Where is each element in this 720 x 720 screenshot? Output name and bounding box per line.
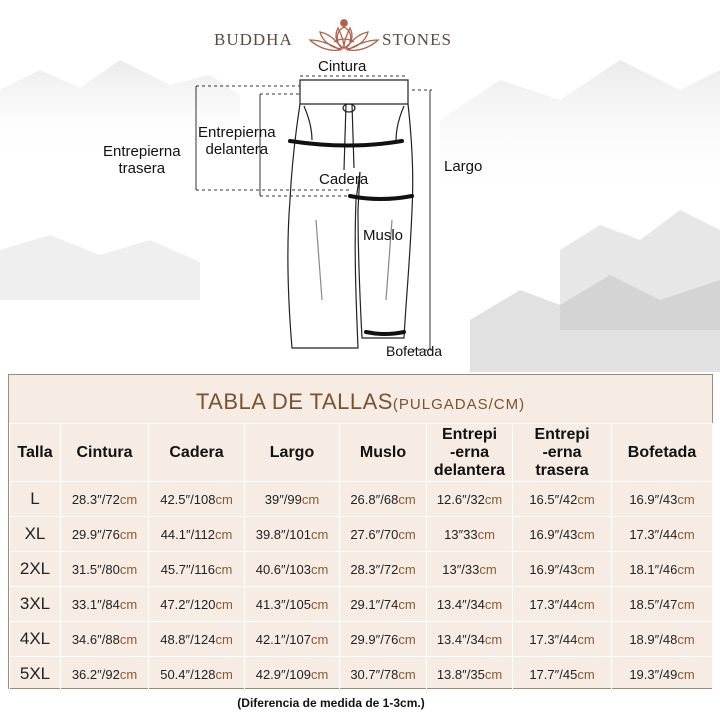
column-header: Cadera bbox=[149, 424, 245, 482]
label-back-rise: Entrepierna trasera bbox=[103, 143, 181, 177]
cell-unit: cm bbox=[577, 631, 595, 647]
size-label: 5XL bbox=[10, 657, 61, 692]
cell-unit: cm bbox=[214, 526, 233, 542]
cell-unit: cm bbox=[119, 561, 138, 577]
size-label: L bbox=[10, 482, 61, 517]
cell-unit: cm bbox=[119, 596, 138, 612]
table-cell bbox=[61, 622, 149, 657]
table-row bbox=[10, 482, 713, 517]
table-cell bbox=[612, 482, 713, 517]
size-chart-title-units: (PULGADAS/CM) bbox=[392, 396, 526, 413]
measurement-note: (Diferencia de medida de 1-3cm.) bbox=[237, 696, 425, 710]
brand-name-right: STONES bbox=[382, 30, 452, 49]
cell-unit: cm bbox=[577, 666, 595, 682]
cell-value: 28.3″/72 bbox=[350, 561, 399, 577]
cell-value: 42.9″/109 bbox=[255, 666, 311, 682]
table-cell bbox=[61, 552, 149, 587]
cell-value: 48.8″/124 bbox=[160, 631, 216, 647]
size-chart-title bbox=[9, 375, 712, 423]
label-hip: Cadera bbox=[319, 171, 369, 188]
size-label: 4XL bbox=[10, 622, 61, 657]
table-cell bbox=[427, 622, 513, 657]
cell-unit: cm bbox=[310, 596, 329, 612]
cell-value: 41.3″/105 bbox=[255, 596, 311, 612]
table-cell bbox=[612, 517, 713, 552]
table-cell bbox=[340, 552, 427, 587]
table-cell bbox=[513, 482, 612, 517]
size-chart bbox=[8, 374, 713, 689]
cell-value: 30.7″/78 bbox=[350, 666, 399, 682]
cell-unit: cm bbox=[310, 631, 329, 647]
cell-unit: cm bbox=[398, 631, 416, 647]
cell-value: 29.1″/74 bbox=[350, 596, 399, 612]
cell-unit: cm bbox=[398, 666, 416, 682]
cell-value: 28.3″/72 bbox=[71, 491, 120, 507]
table-row bbox=[10, 517, 713, 552]
table-row bbox=[10, 552, 713, 587]
column-header: Cintura bbox=[61, 424, 149, 482]
cell-value: 40.6″/103 bbox=[255, 561, 311, 577]
table-cell bbox=[513, 552, 612, 587]
cell-value: 17.7″/45 bbox=[529, 666, 578, 682]
table-cell bbox=[61, 587, 149, 622]
table-cell bbox=[149, 622, 245, 657]
table-cell bbox=[340, 657, 427, 692]
cell-unit: cm bbox=[484, 631, 503, 647]
cell-unit: cm bbox=[577, 561, 595, 577]
table-cell bbox=[245, 622, 340, 657]
table-cell bbox=[427, 517, 513, 552]
table-cell bbox=[427, 657, 513, 692]
cell-unit: cm bbox=[677, 631, 695, 647]
cell-value: 13.4″/34 bbox=[436, 631, 485, 647]
cell-unit: cm bbox=[677, 561, 695, 577]
cell-value: 27.6″/70 bbox=[350, 526, 399, 542]
cell-value: 17.3″/44 bbox=[629, 526, 678, 542]
size-chart-title-main: TABLA DE TALLAS bbox=[195, 389, 393, 414]
column-header: Largo bbox=[245, 424, 340, 482]
table-cell bbox=[340, 622, 427, 657]
cell-unit: cm bbox=[484, 491, 503, 507]
cell-value: 18.1″/46 bbox=[629, 561, 678, 577]
cell-value: 34.6″/88 bbox=[71, 631, 120, 647]
table-cell bbox=[513, 657, 612, 692]
cell-unit: cm bbox=[119, 491, 138, 507]
column-header: Entrepi -erna delantera bbox=[427, 424, 513, 482]
cell-unit: cm bbox=[577, 596, 595, 612]
table-row bbox=[10, 587, 713, 622]
label-thigh: Muslo bbox=[363, 227, 404, 244]
cell-value: 50.4″/128 bbox=[160, 666, 216, 682]
label-front-rise: Entrepierna delantera bbox=[198, 124, 276, 158]
table-row bbox=[10, 657, 713, 692]
table-cell bbox=[149, 482, 245, 517]
cell-unit: cm bbox=[398, 596, 416, 612]
cell-unit: cm bbox=[310, 526, 329, 542]
size-label: 3XL bbox=[10, 587, 61, 622]
table-cell bbox=[513, 622, 612, 657]
table-header-row bbox=[10, 424, 713, 482]
cell-unit: cm bbox=[484, 666, 503, 682]
cell-unit: cm bbox=[310, 666, 329, 682]
cell-unit: cm bbox=[677, 526, 695, 542]
cell-unit: cm bbox=[577, 491, 595, 507]
table-cell bbox=[513, 587, 612, 622]
cell-value: 13″33 bbox=[444, 526, 478, 542]
cell-value: 16.5″/42 bbox=[529, 491, 578, 507]
table-cell bbox=[61, 517, 149, 552]
cell-unit: cm bbox=[119, 666, 138, 682]
cell-value: 16.9″/43 bbox=[529, 526, 578, 542]
cell-unit: cm bbox=[301, 491, 320, 507]
cell-value: 13.4″/34 bbox=[436, 596, 485, 612]
cell-value: 13″/33 bbox=[442, 561, 480, 577]
cell-unit: cm bbox=[577, 526, 595, 542]
label-waist: Cintura bbox=[318, 58, 367, 75]
table-cell bbox=[340, 482, 427, 517]
brand-name-left: BUDDHA bbox=[214, 30, 293, 49]
label-length: Largo bbox=[444, 158, 483, 175]
cell-unit: cm bbox=[398, 491, 416, 507]
table-cell bbox=[245, 517, 340, 552]
cell-value: 31.5″/80 bbox=[71, 561, 120, 577]
cell-unit: cm bbox=[310, 561, 329, 577]
cell-value: 18.5″/47 bbox=[629, 596, 678, 612]
size-label: XL bbox=[10, 517, 61, 552]
table-body bbox=[10, 482, 713, 692]
table-cell bbox=[340, 587, 427, 622]
cell-unit: cm bbox=[398, 526, 416, 542]
cell-value: 17.3″/44 bbox=[529, 631, 578, 647]
table-row bbox=[10, 622, 713, 657]
table-cell bbox=[149, 657, 245, 692]
cell-unit: cm bbox=[215, 666, 233, 682]
cell-value: 18.9″/48 bbox=[629, 631, 678, 647]
cell-value: 33.1″/84 bbox=[71, 596, 120, 612]
size-label: 2XL bbox=[10, 552, 61, 587]
table-cell bbox=[427, 552, 513, 587]
table-cell bbox=[245, 482, 340, 517]
cell-value: 36.2″/92 bbox=[71, 666, 120, 682]
cell-value: 47.2″/120 bbox=[160, 596, 216, 612]
cell-value: 16.9″/43 bbox=[629, 491, 678, 507]
cell-unit: cm bbox=[119, 631, 138, 647]
cell-value: 19.3″/49 bbox=[629, 666, 678, 682]
cell-value: 45.7″/116 bbox=[160, 561, 215, 577]
table-cell bbox=[513, 517, 612, 552]
cell-unit: cm bbox=[677, 491, 695, 507]
cell-unit: cm bbox=[677, 596, 695, 612]
table-cell bbox=[61, 657, 149, 692]
table-cell bbox=[612, 552, 713, 587]
label-leg-opening: Bofetada bbox=[386, 343, 443, 359]
cell-value: 16.9″/43 bbox=[529, 561, 578, 577]
column-header: Muslo bbox=[340, 424, 427, 482]
table-cell bbox=[245, 657, 340, 692]
table-cell bbox=[61, 482, 149, 517]
column-header: Entrepi -erna trasera bbox=[513, 424, 612, 482]
table-cell bbox=[340, 517, 427, 552]
table-cell bbox=[612, 587, 713, 622]
cell-value: 44.1″/112 bbox=[160, 526, 215, 542]
size-table bbox=[9, 423, 713, 692]
cell-unit: cm bbox=[119, 526, 138, 542]
table-cell bbox=[612, 657, 713, 692]
cell-unit: cm bbox=[398, 561, 416, 577]
table-cell bbox=[149, 517, 245, 552]
cell-unit: cm bbox=[215, 631, 233, 647]
cell-value: 12.6″/32 bbox=[436, 491, 485, 507]
table-cell bbox=[245, 552, 340, 587]
cell-unit: cm bbox=[477, 526, 495, 542]
cell-value: 42.1″/107 bbox=[255, 631, 311, 647]
cell-value: 29.9″/76 bbox=[350, 631, 399, 647]
cell-value: 29.9″/76 bbox=[71, 526, 120, 542]
column-header: Bofetada bbox=[612, 424, 713, 482]
table-cell bbox=[612, 622, 713, 657]
table-cell bbox=[427, 482, 513, 517]
cell-unit: cm bbox=[484, 596, 503, 612]
cell-unit: cm bbox=[677, 666, 695, 682]
cell-value: 39.8″/101 bbox=[255, 526, 311, 542]
cell-value: 26.8″/68 bbox=[350, 491, 399, 507]
cell-value: 13.8″/35 bbox=[436, 666, 485, 682]
table-cell bbox=[427, 587, 513, 622]
cell-unit: cm bbox=[215, 491, 233, 507]
cell-unit: cm bbox=[215, 596, 233, 612]
table-cell bbox=[149, 587, 245, 622]
cell-value: 42.5″/108 bbox=[160, 491, 216, 507]
cell-unit: cm bbox=[479, 561, 497, 577]
table-cell bbox=[149, 552, 245, 587]
table-cell bbox=[245, 587, 340, 622]
column-header: Talla bbox=[10, 424, 61, 482]
cell-value: 39″/99 bbox=[264, 491, 302, 507]
cell-value: 17.3″/44 bbox=[529, 596, 578, 612]
cell-unit: cm bbox=[214, 561, 233, 577]
